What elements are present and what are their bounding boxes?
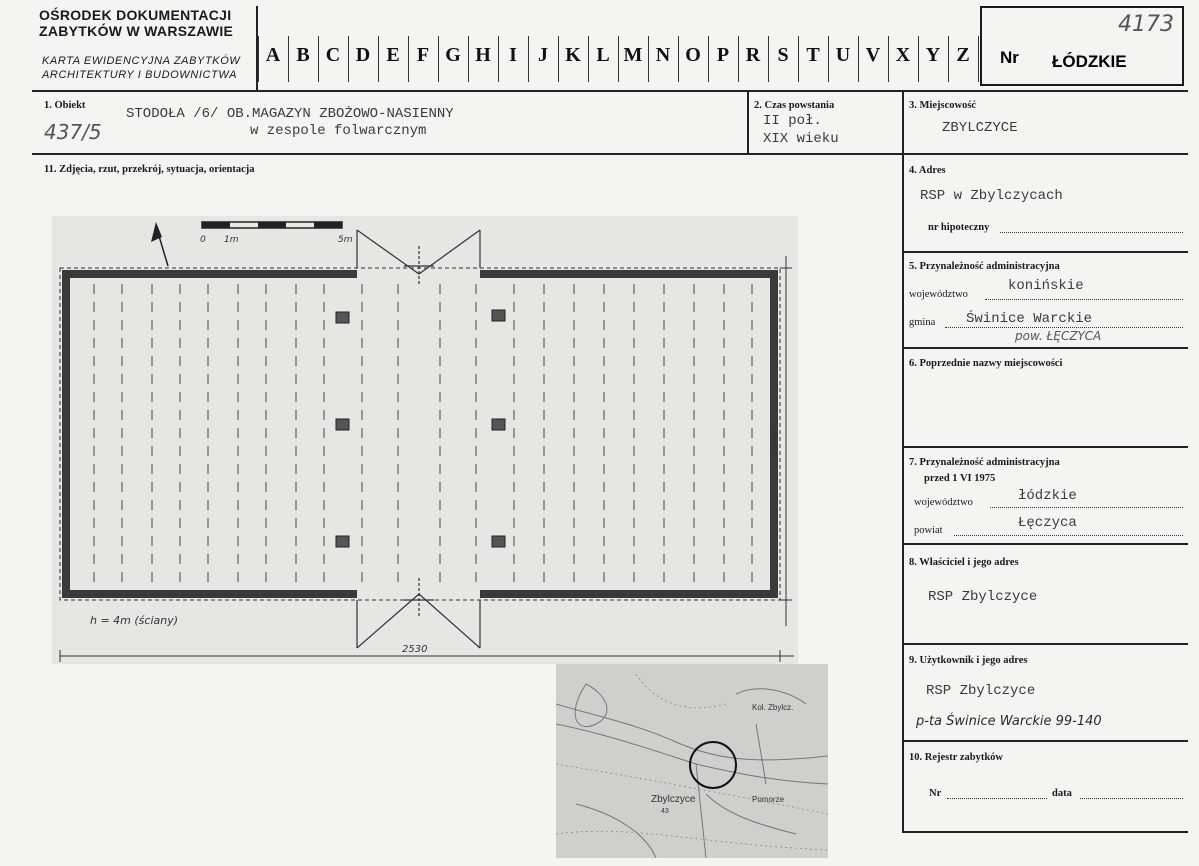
alphabet-divider: [378, 36, 379, 82]
uzytkownik-value: RSP Zbylczyce: [926, 683, 1036, 699]
przed-wojewodztwo-value: łódzkie: [1018, 488, 1077, 504]
sep-5-6: [902, 347, 1188, 349]
gate-lines: [357, 230, 480, 648]
interior-dashed-lines: [94, 284, 752, 586]
alphabet-divider: [558, 36, 559, 82]
rejestr-label: 10. Rejestr zabytków: [909, 752, 1003, 763]
alphabet-letter-g: G: [445, 44, 461, 66]
alphabet-divider: [348, 36, 349, 82]
scale-bar: [202, 222, 342, 228]
alphabet-letter-n: N: [655, 44, 671, 66]
row1-bottom-line: [32, 153, 1188, 155]
alphabet-divider: [798, 36, 799, 82]
institution-line2: ZABYTKÓW W WARSZAWIE: [39, 23, 234, 39]
alphabet-letter-i: I: [509, 44, 517, 66]
hipoteczny-dots: [1000, 232, 1183, 233]
alphabet-letter-b: B: [296, 44, 310, 66]
alphabet-divider: [888, 36, 889, 82]
alphabet-divider: [528, 36, 529, 82]
rejestr-nr-dots: [947, 798, 1047, 799]
col-divider-miejscowosc: [902, 90, 904, 832]
alphabet-letter-o: O: [685, 44, 701, 66]
alphabet-letter-u: U: [835, 44, 851, 66]
adres-value: RSP w Zbylczycach: [920, 188, 1063, 204]
alphabet-divider: [948, 36, 949, 82]
wojewodztwo-dots: [985, 299, 1183, 300]
alphabet-letter-r: R: [745, 44, 761, 66]
rejestr-data-label: data: [1052, 788, 1072, 799]
obiekt-label: 1. Obiekt: [44, 100, 86, 111]
bottom-line: [902, 831, 1188, 833]
posts: [336, 310, 505, 547]
alphabet-letter-m: M: [623, 44, 643, 66]
outline-dashed: [60, 268, 780, 600]
przynaleznosc-label: 5. Przynależność administracyjna: [909, 261, 1060, 272]
miejscowosc-value: ZBYLCZYCE: [942, 120, 1018, 136]
czas-line2: XIX wieku: [763, 131, 839, 147]
alphabet-divider: [468, 36, 469, 82]
rejestr-nr-label: Nr: [929, 788, 942, 799]
map-label-kol: Kol. Zbylcz.: [752, 703, 794, 712]
alphabet-divider: [678, 36, 679, 82]
uzytkownik-address: p-ta Świnice Warckie 99-140: [916, 714, 1102, 729]
wojewodztwo-label: województwo: [909, 289, 968, 300]
alphabet-divider: [288, 36, 289, 82]
obiekt-value-line2: w zespole folwarcznym: [250, 123, 427, 139]
institution-name: [39, 7, 233, 39]
alphabet-letter-j: J: [538, 44, 548, 66]
alphabet-divider: [318, 36, 319, 82]
alphabet-divider: [498, 36, 499, 82]
map-label-number: 43: [661, 808, 669, 815]
gmina-value: Świnice Warckie: [966, 311, 1093, 327]
alphabet-divider: [828, 36, 829, 82]
czas-label: 2. Czas powstania: [754, 100, 835, 111]
pow-note: pow. ŁĘCZYCA: [1015, 329, 1102, 343]
obiekt-handwritten-number: 437/5: [44, 120, 102, 144]
rejestr-data-dots: [1080, 798, 1183, 799]
scale-five: 5m: [338, 235, 353, 245]
alphabet-letter-s: S: [777, 44, 789, 66]
floor-plan-drawing: [52, 216, 798, 664]
region-name: ŁÓDZKIE: [1052, 52, 1127, 71]
powiat-value: Łęczyca: [1018, 515, 1077, 531]
col-divider-czas: [747, 90, 749, 155]
alphabet-letter-v: V: [865, 44, 881, 66]
map-label-village: Zbylczyce: [651, 794, 696, 805]
alphabet-letter-h: H: [475, 44, 491, 66]
alphabet-letter-p: P: [716, 44, 730, 66]
obiekt-value-line1: STODOŁA /6/ OB.MAGAZYN ZBOŻOWO-NASIENNY: [126, 106, 454, 122]
dimension-length: 2530: [402, 644, 428, 655]
zdjecia-label: 11. Zdjęcia, rzut, przekrój, sytuacja, orientacja: [44, 164, 255, 175]
alphabet-letter-y: Y: [925, 44, 941, 66]
card-title-line1: KARTA EWIDENCYJNA ZABYTKÓW: [42, 55, 241, 67]
building-walls: [66, 274, 774, 594]
gmina-label: gmina: [909, 317, 936, 328]
alphabet-divider: [438, 36, 439, 82]
alphabet-divider: [738, 36, 739, 82]
nr-box: [980, 6, 1184, 86]
institution-line1: OŚRODEK DOKUMENTACJI: [39, 7, 232, 23]
alphabet-divider: [408, 36, 409, 82]
alphabet-letter-e: E: [386, 44, 400, 66]
sep-9-10: [902, 740, 1188, 742]
alphabet-letter-a: A: [265, 44, 281, 66]
floor-plan-photo: [52, 216, 798, 664]
alphabet-letter-c: C: [325, 44, 341, 66]
alphabet-divider: [858, 36, 859, 82]
alphabet-divider: [258, 36, 259, 82]
location-map: [556, 664, 828, 858]
alphabet-divider: [768, 36, 769, 82]
poprzednie-label: 6. Poprzednie nazwy miejscowości: [909, 358, 1063, 369]
przynaleznosc-przed-label: 7. Przynależność administracyjna: [909, 457, 1060, 468]
uzytkownik-label: 9. Użytkownik i jego adres: [909, 655, 1028, 666]
wlasciciel-label: 8. Właściciel i jego adres: [909, 557, 1019, 568]
map-label-pomorze: Pomorze: [752, 795, 785, 804]
wojewodztwo-value: konińskie: [1008, 278, 1084, 294]
north-arrow-icon: [151, 222, 168, 266]
przed-wojewodztwo-dots: [990, 507, 1183, 508]
alphabet-divider: [978, 36, 979, 82]
sep-6-7: [902, 446, 1188, 448]
card-title-line2: ARCHITEKTURY I BUDOWNICTWA: [42, 69, 238, 81]
gmina-dots: [945, 327, 1183, 328]
card-title: [42, 54, 240, 82]
alphabet-divider: [918, 36, 919, 82]
alphabet-letter-f: F: [416, 44, 430, 66]
handwritten-number: 4173: [1118, 12, 1174, 37]
alphabet-divider: [708, 36, 709, 82]
scale-zero: 0: [200, 235, 206, 245]
hipoteczny-label: nr hipoteczny: [928, 222, 990, 233]
sep-8-9: [902, 643, 1188, 645]
alphabet-letter-d: D: [355, 44, 371, 66]
scale-one: 1m: [224, 235, 239, 245]
alphabet-divider: [648, 36, 649, 82]
alphabet-divider: [618, 36, 619, 82]
czas-line1: II poł.: [763, 113, 822, 129]
przed-wojewodztwo-label: województwo: [914, 497, 973, 508]
sep-7-8: [902, 543, 1188, 545]
alphabet-letter-z: Z: [956, 44, 970, 66]
sep-4-5: [902, 251, 1188, 253]
powiat-label: powiat: [914, 525, 943, 536]
alphabet-letter-x: X: [895, 44, 911, 66]
przynaleznosc-przed-label2: przed 1 VI 1975: [924, 473, 996, 484]
adres-label: 4. Adres: [909, 165, 946, 176]
alphabet-letter-k: K: [565, 44, 581, 66]
nr-label: Nr: [1000, 48, 1019, 67]
location-circle: [690, 742, 736, 788]
alphabet-divider: [588, 36, 589, 82]
wlasciciel-value: RSP Zbylczyce: [928, 589, 1038, 605]
dimension-width: 1140: [769, 430, 780, 456]
powiat-dots: [954, 535, 1183, 536]
header-bottom-line: [32, 90, 1188, 92]
height-note: h = 4m (ściany): [90, 614, 179, 627]
map-drawing: [556, 664, 828, 858]
miejscowosc-label: 3. Miejscowość: [909, 100, 977, 111]
alphabet-letter-l: L: [596, 44, 610, 66]
alphabet-letter-t: T: [806, 44, 820, 66]
